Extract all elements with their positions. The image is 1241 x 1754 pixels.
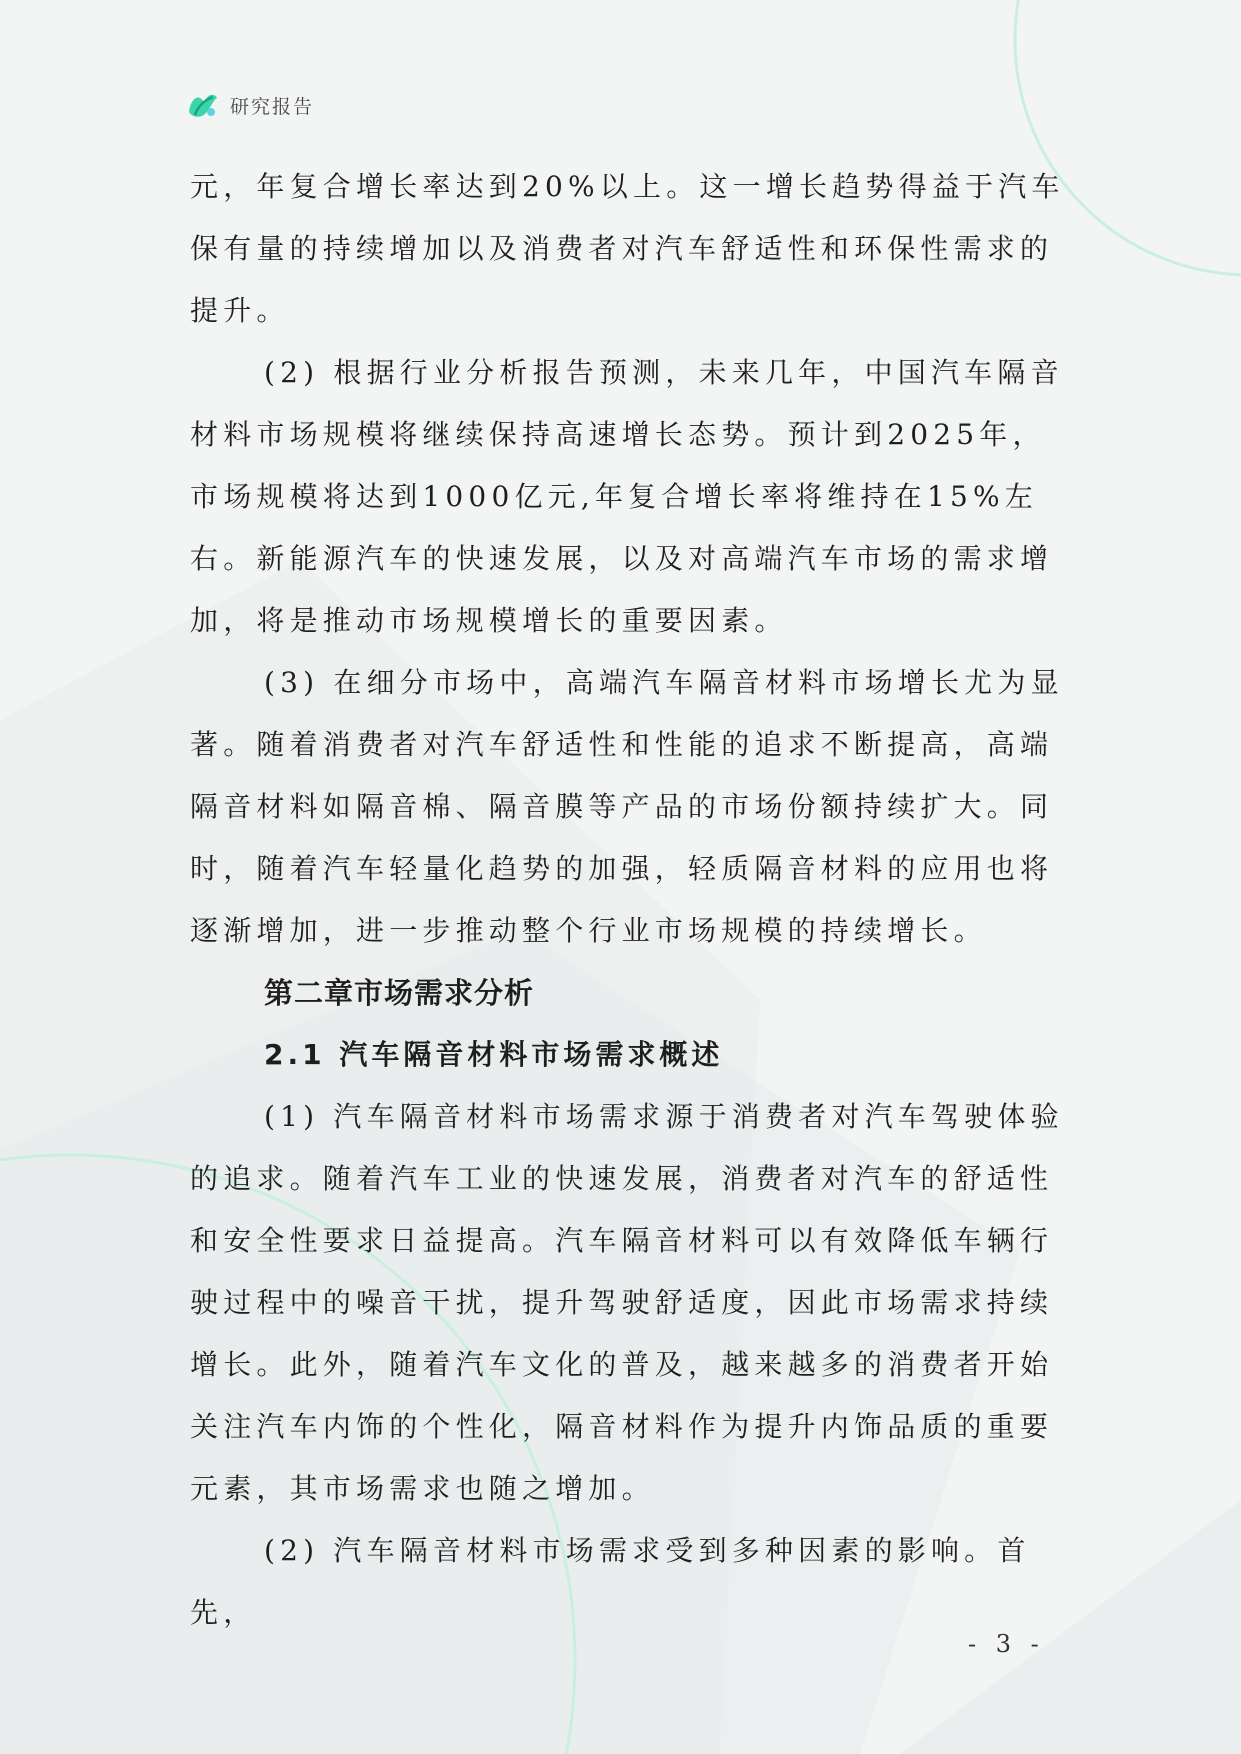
chapter-heading: 第二章市场需求分析 bbox=[264, 976, 535, 1010]
leaf-logo-icon bbox=[186, 88, 220, 122]
page-number: - 3 - bbox=[968, 1630, 1045, 1658]
paragraph-demand-source: (1) 汽车隔音材料市场需求源于消费者对汽车驾驶体验的追求。随着汽车工业的快速发展，消费者对汽车的舒适性和安全性要求日益提高。汽车隔音材料可以有效降低车辆行驶过程中的噪音干扰，提升驾驶舒适度，因此市场需求持续增长。此外，随着汽车文化的普及，越来越多的消费者开始关注汽车内饰的个性化，隔音材料作为提升内饰品质的重要元素，其市场需求也随之增加。 bbox=[190, 1100, 1064, 1505]
section-heading: 2.1 汽车隔音材料市场需求概述 bbox=[264, 1038, 724, 1071]
paragraph-market-forecast: (2) 根据行业分析报告预测，未来几年，中国汽车隔音材料市场规模将继续保持高速增长态势。预计到2025年，市场规模将达到1000亿元,年复合增长率将维持在15%左右。新能源汽车的快速发展，以及对高端汽车市场的需求增加，将是推动市场规模增长的重要因素。 bbox=[190, 356, 1064, 637]
report-header bbox=[186, 88, 314, 122]
report-header-title: 研究报告 bbox=[230, 95, 315, 118]
paragraph-continued: 元，年复合增长率达到20%以上。这一增长趋势得益于汽车保有量的持续增加以及消费者对汽车舒适性和环保性需求的提升。 bbox=[190, 170, 1065, 327]
paragraph-demand-factors: (2) 汽车隔音材料市场需求受到多种因素的影响。首先， bbox=[190, 1534, 1031, 1629]
paragraph-segment-market: (3) 在细分市场中，高端汽车隔音材料市场增长尤为显著。随着消费者对汽车舒适性和性能的追求不断提高，高端隔音材料如隔音棉、隔音膜等产品的市场份额持续扩大。同时，随着汽车轻量化趋势的加强，轻质隔音材料的应用也将逐渐增加，进一步推动整个行业市场规模的持续增长。 bbox=[190, 666, 1064, 947]
document-body bbox=[190, 156, 1070, 1644]
